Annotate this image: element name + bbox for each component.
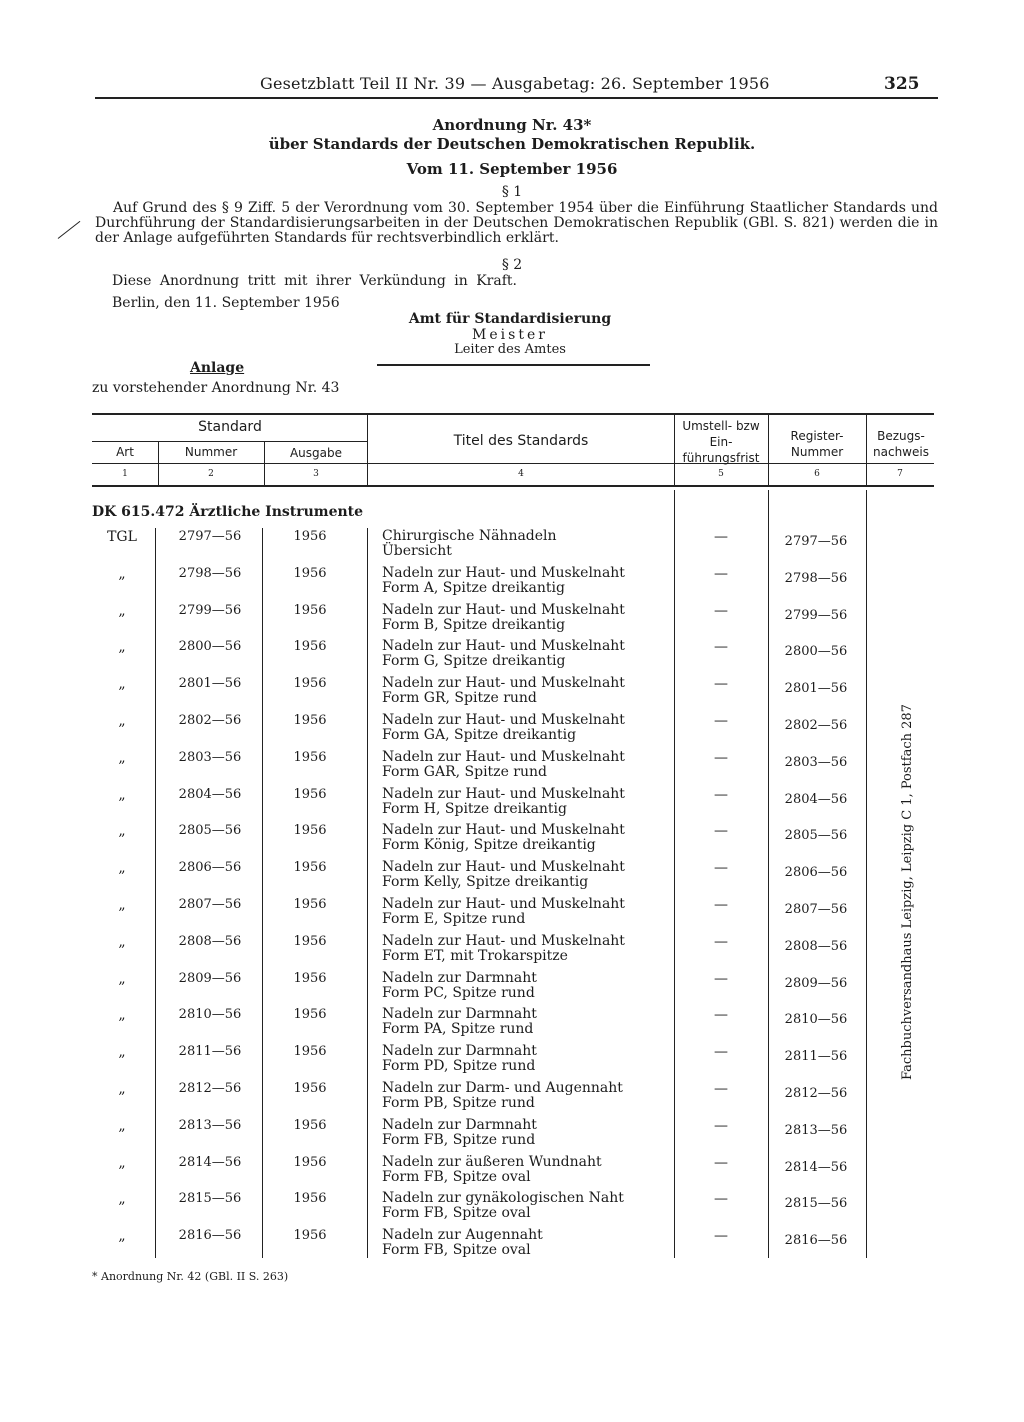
row-ausgabe: 1956	[293, 602, 327, 618]
row-frist: —	[714, 1081, 728, 1097]
row-frist: —	[714, 897, 728, 913]
ordinance-date: Vom 11. September 1956	[406, 160, 618, 178]
table-row	[0, 934, 1024, 971]
col-number-1: 1	[122, 469, 128, 479]
row-frist: —	[714, 860, 728, 877]
row-titel-line1: Nadeln zur Haut- und Muskelnaht	[382, 638, 625, 655]
row-art: „	[118, 1117, 126, 1134]
row-nummer: 2802—56	[178, 713, 242, 728]
row-titel-line1: Nadeln zur Darm- und Augennaht	[382, 1080, 623, 1096]
row-titel	[382, 1007, 672, 1037]
row-titel-line1: Nadeln zur Haut- und Muskelnaht	[382, 564, 625, 581]
row-titel-line1: Chirurgische Nähnadeln	[382, 528, 557, 544]
row-ausgabe: 1956	[293, 749, 327, 765]
row-titel-line1: Nadeln zur Haut- und Muskelnaht	[382, 785, 625, 802]
row-art: „	[118, 1228, 126, 1245]
table-row	[0, 1191, 1024, 1228]
section-1-text: Auf Grund des § 9 Ziff. 5 der Verordnung vom 30. September 1954 über die Einführung Staatlicher Standards und Durchführung der Standardisierungsarbeiten in der Deutschen Demokratischen Republik (GBl. S. 821) werden die in der Anlage aufgeführten Standards für rechtsverbindlich erklärt.	[95, 200, 938, 246]
row-register: 2810—56	[784, 1012, 848, 1028]
row-titel-line1: Nadeln zur Haut- und Muskelnaht	[382, 748, 625, 765]
row-frist: —	[714, 565, 728, 582]
row-ausgabe: 1956	[293, 786, 327, 802]
row-titel-line2: Form GA, Spitze dreikantig	[382, 727, 577, 743]
table-row	[0, 787, 1024, 824]
footnote: * Anordnung Nr. 42 (GBl. II S. 263)	[92, 1270, 289, 1283]
row-art: „	[118, 749, 126, 766]
section-1-heading: § 1	[501, 184, 523, 200]
row-art: „	[118, 713, 126, 729]
row-titel	[382, 1118, 672, 1148]
row-register: 2798—56	[784, 570, 848, 586]
row-nummer: 2814—56	[178, 1154, 242, 1170]
row-frist: —	[714, 639, 728, 656]
row-titel-line1: Nadeln zur äußeren Wundnaht	[382, 1153, 602, 1170]
row-frist: —	[714, 1191, 728, 1208]
row-titel-line1: Nadeln zur Haut- und Muskelnaht	[382, 822, 625, 839]
row-art: „	[118, 897, 126, 913]
row-nummer: 2807—56	[178, 897, 242, 912]
row-frist: —	[714, 970, 728, 987]
row-titel	[382, 566, 672, 596]
row-titel	[382, 603, 672, 633]
section-2-text: Diese Anordnung tritt mit ihrer Verkündung in Kraft.	[112, 273, 517, 289]
row-register: 2816—56	[784, 1233, 848, 1249]
row-ausgabe: 1956	[293, 529, 327, 544]
ordinance-subject: über Standards der Deutschen Demokratischen Republik.	[268, 135, 756, 153]
header-nummer: Nummer	[184, 445, 238, 459]
row-titel-line1: Nadeln zur Haut- und Muskelnaht	[382, 675, 625, 692]
row-ausgabe: 1956	[293, 1191, 327, 1207]
row-nummer: 2812—56	[178, 1081, 242, 1096]
row-nummer: 2797—56	[178, 529, 242, 544]
row-titel-line1: Nadeln zur gynäkologischen Naht	[382, 1190, 624, 1207]
row-titel-line2: Form PB, Spitze rund	[382, 1095, 535, 1111]
row-frist: —	[714, 529, 728, 545]
row-titel	[382, 529, 672, 559]
row-titel-line1: Nadeln zur Haut- und Muskelnaht	[382, 601, 625, 618]
table-row	[0, 971, 1024, 1008]
row-register: 2808—56	[784, 938, 848, 954]
row-ausgabe: 1956	[293, 860, 327, 876]
row-titel-line2: Form A, Spitze dreikantig	[382, 579, 565, 596]
row-titel-line1: Nadeln zur Darmnaht	[382, 1006, 537, 1023]
row-ausgabe: 1956	[293, 565, 327, 581]
col-number-5: 5	[718, 469, 724, 479]
row-titel	[382, 1155, 672, 1185]
row-titel-line1: Nadeln zur Haut- und Muskelnaht	[382, 932, 625, 949]
row-nummer: 2798—56	[178, 565, 242, 581]
col-number-4: 4	[518, 469, 524, 479]
row-nummer: 2809—56	[178, 970, 242, 986]
table-row	[0, 1118, 1024, 1155]
row-titel-line1: Nadeln zur Haut- und Muskelnaht	[382, 712, 625, 728]
col-number-3: 3	[313, 469, 319, 479]
table-row	[0, 566, 1024, 603]
row-titel-line2: Form König, Spitze dreikantig	[382, 837, 596, 854]
row-frist: —	[714, 749, 728, 766]
row-art: „	[118, 970, 126, 987]
row-titel	[382, 676, 672, 706]
header-ausgabe: Ausgabe	[289, 446, 343, 460]
row-titel-line2: Form PD, Spitze rund	[382, 1058, 536, 1075]
row-titel	[382, 787, 672, 817]
row-register: 2800—56	[784, 644, 848, 660]
row-art: „	[118, 1044, 126, 1061]
row-titel	[382, 1228, 672, 1258]
row-titel-line2: Form FB, Spitze oval	[382, 1168, 531, 1185]
margin-pen-mark	[58, 221, 81, 239]
section-2-heading: § 2	[501, 257, 523, 273]
row-art: „	[118, 1007, 126, 1024]
row-nummer: 2801—56	[178, 676, 242, 692]
row-art: „	[118, 639, 126, 656]
row-titel-line1: Nadeln zur Haut- und Muskelnaht	[382, 896, 625, 912]
row-ausgabe: 1956	[293, 1228, 327, 1244]
row-ausgabe: 1956	[293, 897, 327, 912]
row-ausgabe: 1956	[293, 1007, 327, 1023]
col-number-2: 2	[208, 469, 214, 479]
header-titel: Titel des Standards	[453, 433, 589, 449]
row-titel-line2: Form GAR, Spitze rund	[382, 763, 547, 780]
bezugsnachweis-note: Fachbuchversandhaus Leipzig, Leipzig C 1, Postfach 287	[900, 704, 915, 1080]
header-frist: Umstell- bzw Ein- führungsfrist	[682, 419, 760, 465]
header-register: Register- Nummer	[790, 429, 844, 459]
row-titel-line1: Nadeln zur Darmnaht	[382, 1043, 537, 1060]
col-number-6: 6	[814, 469, 820, 479]
row-titel	[382, 897, 672, 927]
row-titel-line1: Nadeln zur Darmnaht	[382, 969, 537, 986]
header-standard-group: Standard	[198, 419, 262, 435]
row-nummer: 2803—56	[178, 749, 242, 765]
row-nummer: 2816—56	[178, 1228, 242, 1244]
row-frist: —	[714, 713, 728, 729]
row-titel-line2: Form Kelly, Spitze dreikantig	[382, 874, 589, 891]
row-register: 2799—56	[784, 607, 848, 623]
row-register: 2809—56	[784, 975, 848, 991]
row-titel-line2: Form B, Spitze dreikantig	[382, 616, 566, 633]
signing-authority: Amt für Standardisierung	[408, 311, 612, 327]
row-art: „	[118, 602, 126, 619]
row-art: „	[118, 1191, 126, 1208]
row-art: TGL	[107, 529, 137, 545]
row-ausgabe: 1956	[293, 823, 327, 839]
row-ausgabe: 1956	[293, 713, 327, 728]
row-ausgabe: 1956	[293, 1081, 327, 1096]
row-frist: —	[714, 1228, 728, 1245]
running-header: Gesetzblatt Teil II Nr. 39 — Ausgabetag: 26. September 1956	[260, 74, 770, 93]
row-titel	[382, 1191, 672, 1221]
row-nummer: 2810—56	[178, 1007, 242, 1023]
row-frist: —	[714, 823, 728, 840]
row-titel	[382, 713, 672, 743]
table-row	[0, 1007, 1024, 1044]
col-number-7: 7	[897, 469, 903, 479]
header-art: Art	[116, 445, 134, 459]
row-ausgabe: 1956	[293, 1044, 327, 1060]
row-art: „	[118, 786, 126, 803]
row-nummer: 2815—56	[178, 1191, 242, 1207]
page-number: 325	[884, 74, 920, 94]
row-register: 2805—56	[784, 828, 848, 844]
header-rule	[95, 97, 938, 99]
row-frist: —	[714, 676, 728, 693]
row-titel-line2: Form FB, Spitze oval	[382, 1242, 531, 1259]
row-nummer: 2805—56	[178, 823, 242, 839]
row-nummer: 2800—56	[178, 639, 242, 655]
signature-rule	[377, 364, 650, 366]
table-row	[0, 823, 1024, 860]
table-row	[0, 860, 1024, 897]
row-nummer: 2804—56	[178, 786, 242, 802]
table-row	[0, 1044, 1024, 1081]
row-titel-line1: Nadeln zur Darmnaht	[382, 1116, 537, 1133]
table-row	[0, 639, 1024, 676]
table-row	[0, 603, 1024, 640]
row-titel-line2: Form E, Spitze rund	[382, 911, 526, 927]
row-register: 2813—56	[784, 1122, 848, 1138]
row-register: 2814—56	[784, 1159, 848, 1175]
row-titel-line2: Form H, Spitze dreikantig	[382, 800, 568, 817]
row-register: 2806—56	[784, 865, 848, 881]
table-row	[0, 676, 1024, 713]
row-ausgabe: 1956	[293, 1154, 327, 1170]
row-titel-line1: Nadeln zur Haut- und Muskelnaht	[382, 859, 625, 876]
row-register: 2802—56	[784, 718, 848, 733]
table-row	[0, 529, 1024, 566]
row-titel-line2: Form ET, mit Trokarspitze	[382, 947, 568, 964]
row-titel	[382, 1081, 672, 1111]
row-titel-line2: Form GR, Spitze rund	[382, 690, 537, 707]
row-titel-line2: Form PC, Spitze rund	[382, 984, 535, 1001]
row-titel	[382, 1044, 672, 1074]
table-row	[0, 713, 1024, 750]
row-nummer: 2806—56	[178, 860, 242, 876]
row-frist: —	[714, 1154, 728, 1171]
row-nummer: 2799—56	[178, 602, 242, 618]
row-titel-line2: Form G, Spitze dreikantig	[382, 653, 566, 670]
row-titel-line2: Übersicht	[382, 543, 452, 559]
row-register: 2807—56	[784, 902, 848, 917]
row-art: „	[118, 1154, 126, 1171]
ordinance-title: Anordnung Nr. 43*	[432, 116, 592, 134]
annex-subtitle: zu vorstehender Anordnung Nr. 43	[92, 380, 340, 396]
row-titel-line2: Form FB, Spitze rund	[382, 1131, 536, 1148]
row-titel	[382, 823, 672, 853]
row-ausgabe: 1956	[293, 639, 327, 655]
row-art: „	[118, 860, 126, 877]
row-frist: —	[714, 1117, 728, 1134]
row-frist: —	[714, 1044, 728, 1061]
row-titel-line2: Form FB, Spitze oval	[382, 1205, 531, 1222]
row-frist: —	[714, 1007, 728, 1024]
row-titel	[382, 934, 672, 964]
row-nummer: 2811—56	[178, 1044, 242, 1060]
row-register: 2812—56	[784, 1086, 848, 1101]
row-ausgabe: 1956	[293, 933, 327, 949]
place-date: Berlin, den 11. September 1956	[112, 295, 340, 311]
row-ausgabe: 1956	[293, 1117, 327, 1133]
row-art: „	[118, 823, 126, 840]
row-register: 2797—56	[784, 534, 848, 549]
row-register: 2803—56	[784, 754, 848, 770]
row-art: „	[118, 565, 126, 582]
table-section-title: DK 615.472 Ärztliche Instrumente	[92, 504, 364, 520]
row-art: „	[118, 933, 126, 950]
row-titel	[382, 971, 672, 1001]
row-art: „	[118, 676, 126, 693]
row-ausgabe: 1956	[293, 676, 327, 692]
row-ausgabe: 1956	[293, 970, 327, 986]
signer-name: Meister	[472, 327, 548, 343]
table-row	[0, 897, 1024, 934]
table-row	[0, 1155, 1024, 1192]
row-titel	[382, 639, 672, 669]
row-register: 2811—56	[784, 1049, 848, 1065]
row-titel	[382, 750, 672, 780]
row-register: 2804—56	[784, 791, 848, 807]
row-frist: —	[714, 933, 728, 950]
row-register: 2815—56	[784, 1196, 848, 1212]
header-bezug: Bezugs- nachweis	[873, 429, 929, 459]
row-nummer: 2808—56	[178, 933, 242, 949]
row-nummer: 2813—56	[178, 1117, 242, 1133]
table-row	[0, 1228, 1024, 1265]
row-frist: —	[714, 602, 728, 619]
signer-title: Leiter des Amtes	[454, 342, 566, 357]
annex-title: Anlage	[190, 360, 245, 376]
table-row	[0, 1081, 1024, 1118]
row-art: „	[118, 1081, 126, 1097]
row-frist: —	[714, 786, 728, 803]
row-titel-line2: Form PA, Spitze rund	[382, 1021, 534, 1038]
table-row	[0, 750, 1024, 787]
row-titel	[382, 860, 672, 890]
row-titel-line1: Nadeln zur Augennaht	[382, 1227, 543, 1244]
row-register: 2801—56	[784, 681, 848, 697]
